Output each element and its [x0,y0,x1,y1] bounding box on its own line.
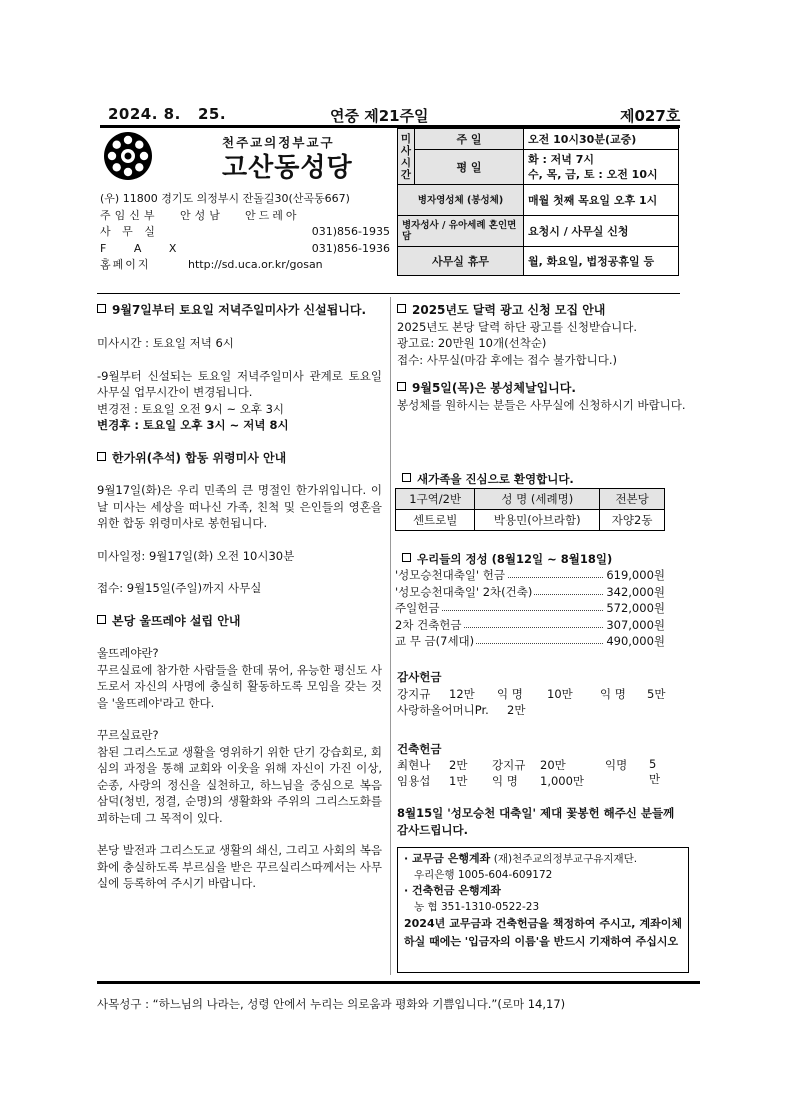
family-prev-parish: 자양2동 [600,510,665,531]
pastor-name: 안성남 [180,208,224,222]
building-offering-title: 건축헌금 [397,742,442,756]
checkbox-icon [97,615,106,624]
liturgical-week: 연중 제21주일 [330,107,429,125]
building-offering-line-2: 임용섭 1만 익 명 1,000만 [397,774,585,788]
building-account-title: · 건축헌금 은행계좌 [404,884,501,897]
ultreya-title: 본당 울뜨레야 설립 안내 [112,613,241,628]
homepage-link[interactable]: http://sd.uca.or.kr/gosan [188,258,323,271]
right-column-top [397,302,687,413]
family-header-prev-parish: 전본당 [600,489,665,510]
memorial-mass-title: 한가위(추석) 합동 위령미사 안내 [112,450,287,465]
cursillo-question: 꾸르실료란? [97,728,159,742]
column-divider [390,297,391,975]
bottom-rule [97,981,700,984]
saturday-mass-notice: -9월부터 신설되는 토요일 저녁주일미사 관계로 토요일 사무실 업무시간이 변경됩니다. [97,368,382,399]
checkbox-icon [397,382,406,391]
office-hours-after: 변경후 : 토요일 오후 3시 ~ 저녁 8시 [97,418,289,432]
pastor-label: 주임신부 [100,208,159,222]
calendar-ad-apply: 접수: 사무실(마감 후에는 접수 불가합니다.) [397,352,617,367]
memorial-mass-body: 9월17일(화)은 우리 민족의 큰 명절인 한가위입니다. 이날 미사는 세상을 떠나신 가족, 친척 및 은인들의 영혼을 위한 합동 위령미사로 봉헌됩니다. [97,483,382,530]
saturday-mass-time: 미사시간 : 토요일 저녁 6시 [97,336,234,350]
ultreya-question: 울뜨레야란? [97,646,159,660]
checkbox-icon [97,452,106,461]
calendar-ad-body: 2025년도 본당 달력 하단 광고를 신청받습니다. [397,319,638,334]
tithe-account-owner: (재)천주교의정부교구유지재단. [493,853,638,865]
weekday-time-1: 화 : 저녁 7시 [528,153,595,166]
address: (우) 11800 경기도 의정부시 잔돌길30(산곡동667) [100,192,350,205]
fax-number: 031)856-1936 [311,241,390,255]
sacrament-label: 병자성사 / 유아세례 혼인면담 [398,216,524,247]
offering-row: 주일헌금 572,000원 [395,601,665,615]
office-phone: 031)856-1935 [311,225,390,238]
offering-row: 2차 건축헌금 307,000원 [395,617,665,632]
communion-day-body: 봉성체를 원하시는 분들은 사무실에 신청하시기 바랍니다. [397,397,686,412]
checkbox-icon [397,304,406,313]
diocese-name: 천주교의정부교구 [222,135,335,150]
checkbox-icon [402,473,411,482]
offerings-title: 우리들의 정성 (8월12일 ~ 8월18일) [417,552,613,566]
sunday-label: 주 일 [415,129,524,150]
checkbox-icon [402,553,411,562]
thanks-offering-title: 감사헌금 [397,670,442,684]
tithe-account-number: 우리은행 1005-604-609172 [414,869,553,881]
sick-communion-time: 매월 첫째 목요일 오후 1시 [524,185,679,216]
offering-row: 교 무 금(7세대) 490,000원 [395,634,665,648]
family-name: 박용민(아브라함) [475,510,600,531]
office-closed-label: 사무실 휴무 [398,247,524,276]
checkbox-icon [97,304,106,313]
office-hours-before: 변경전 : 토요일 오전 9시 ~ 오후 3시 [97,401,285,416]
account-note: 2024년 교무금과 건축헌금을 책정하여 주시고, 계좌이체 하실 때에는 '입금자의 이름'을 반드시 기재하여 주십시오 [404,917,682,948]
issue-number: 제027호 [620,107,681,125]
mass-time-label: 미 사 시 간 [398,129,415,185]
building-offering-line-1: 최현나 2만 강지규 20만 익명 5만 [397,757,661,786]
building-account-number: 농 협 351-1310-0522-23 [414,901,540,913]
communion-day-title: 9월5일(목)은 봉성체날입니다. [412,381,576,395]
family-header-name: 성 명 (세례명) [475,489,600,510]
office-label: 사 무 실 [100,225,159,238]
weekday-time-2: 수, 목, 금, 토 : 오전 10시 [528,168,658,181]
cursillista-request: 본당 발전과 그리스도교 생활의 쇄신, 그리고 사회의 복음화에 충실하도록 부르심을 받은 꾸르실리스따께서는 사무실에 등록하여 주시기 바랍니다. [97,843,382,890]
offering-row: '성모승천대축일' 헌금 619,000원 [395,568,665,582]
offering-row: '성모승천대축일' 2차(건축) 342,000원 [395,584,665,599]
calendar-ad-fee: 광고료: 20만원 10개(선착순) [397,336,547,350]
calendar-ad-title: 2025년도 달력 광고 신청 모집 안내 [412,303,606,317]
parish-info [100,191,390,274]
fax-label: F A X [100,241,189,255]
sick-communion-label: 병자영성체 (봉성체) [398,185,524,216]
ultreya-answer: 꾸르실료에 참가한 사람들을 한데 묶어, 유능한 평신도 사도로서 자신의 사명에 충실히 활동하도록 모임을 갖는 것을 '울뜨레야'라고 한다. [97,662,382,710]
parish-logo-icon [103,131,153,181]
office-closed-days: 월, 화요일, 법정공휴일 등 [524,247,679,276]
new-family-title: 새가족을 진심으로 환영합니다. [417,472,574,486]
parish-name: 고산동성당 [222,153,353,183]
bank-account-box [397,847,689,973]
flower-thanks-note: 8월15일 '성모승천 대축일' 제대 꽃봉헌 해주신 분들께 감사드립니다. [397,806,675,837]
sunday-time: 오전 10시30분(교중) [524,129,679,150]
offerings-list [395,567,665,650]
sacrament-info: 요청시 / 사무실 신청 [524,216,679,247]
pastor-baptismal: 안드레아 [245,208,300,222]
homepage-label: 홈페이지 [100,258,151,271]
new-family-table [395,488,665,531]
family-zone: 센트로빌 [396,510,475,531]
header-divider [97,293,680,294]
thanks-offering-line-1: 강지규 12만 익 명 10만 익 명 5만 [397,687,666,701]
pastoral-motto: 사목성구 : “하느님의 나라는, 성령 안에서 누리는 의로움과 평화와 기쁨입니다.”(로마 14,17) [97,997,566,1011]
weekday-label: 평 일 [415,150,524,185]
memorial-mass-apply: 접수: 9월15일(주일)까지 사무실 [97,581,262,595]
family-header-zone: 1구역/2반 [396,489,475,510]
schedule-table [397,128,679,276]
cursillo-answer: 참된 그리스도교 생활을 영위하기 위한 단기 강습회로, 회심의 과정을 통해 교회와 이웃을 위해 자신이 가진 이상, 순종, 사랑의 정신을 실천하고, 하느님을 중심으로 복음 삼덕(청빈, 정결, 순명)의 생활화와 주위의 그리스도화를 꾀하는데 그 목적이 있다. [97,744,382,825]
tithe-account-title: · 교무금 은행계좌 [404,852,491,865]
thanks-offering-line-2: 사랑하올어머니Pr. 2만 [397,703,526,717]
saturday-mass-title: 9월7일부터 토요일 저녁주일미사가 신설됩니다. [112,303,367,317]
memorial-mass-date: 미사일정: 9월17일(화) 오전 10시30분 [97,548,295,563]
left-column [97,302,382,892]
issue-date: 2024. 8. 25. [108,105,227,123]
